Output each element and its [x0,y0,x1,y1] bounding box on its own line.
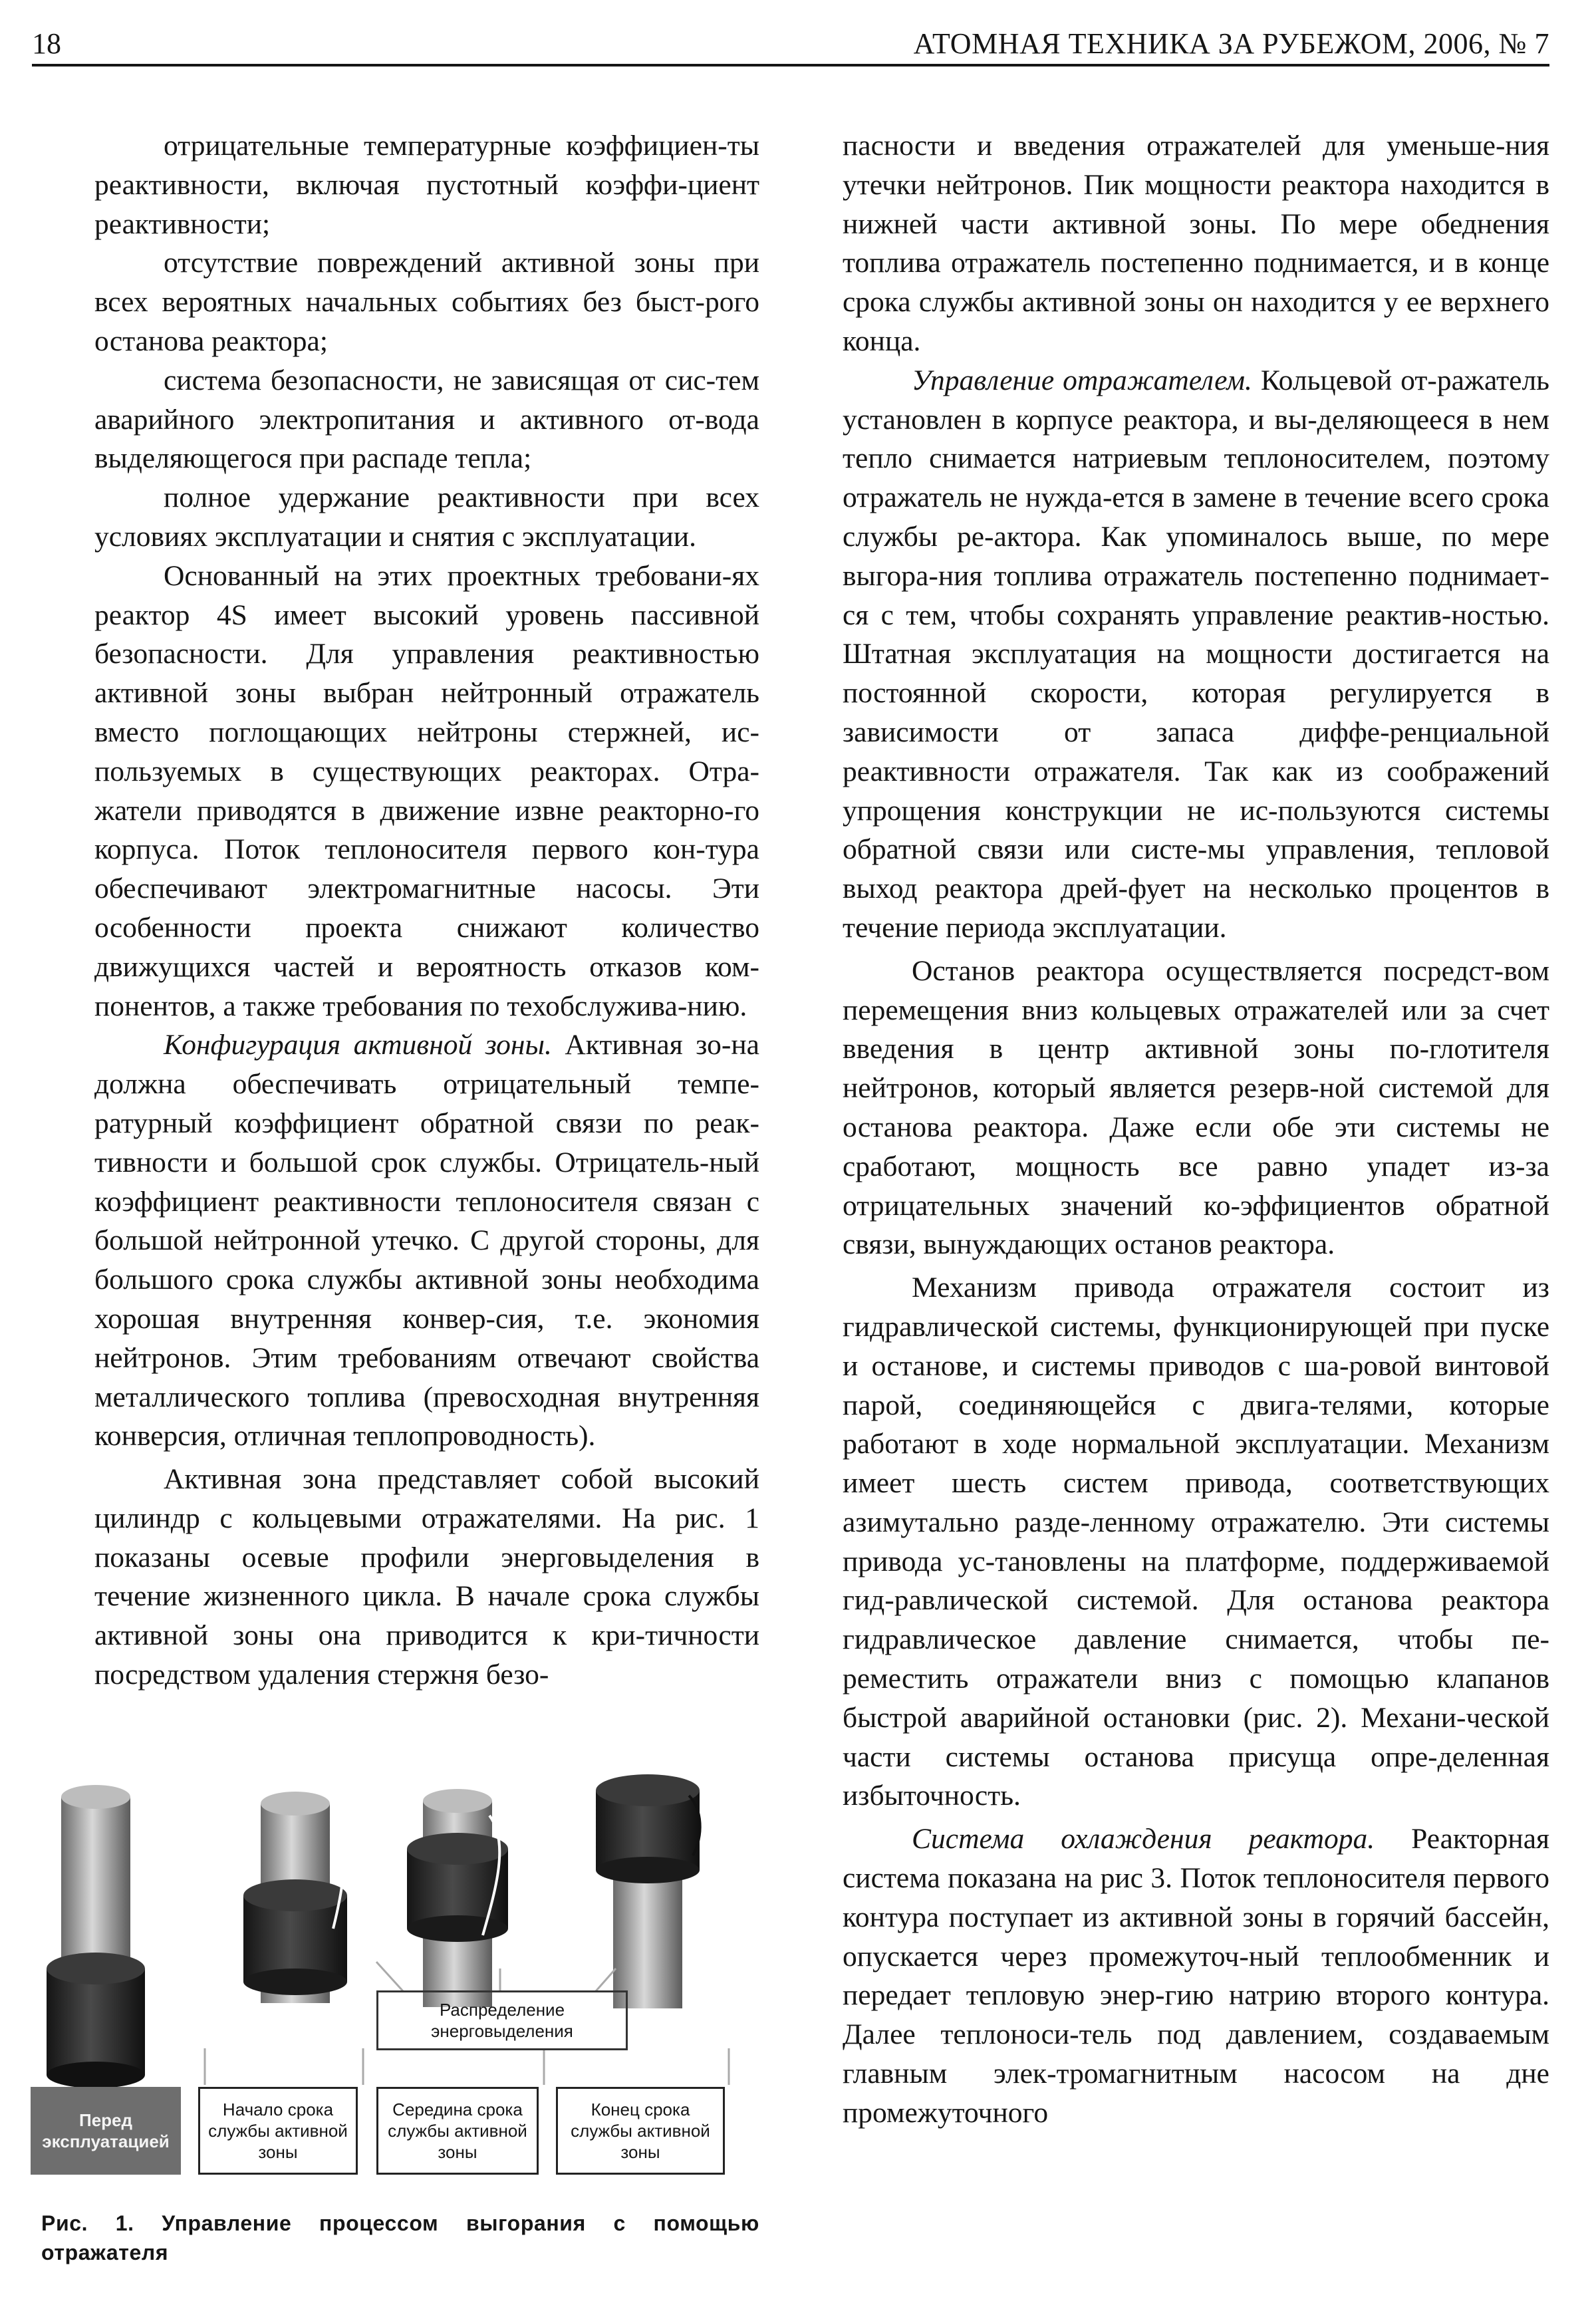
section-run-in-heading: Управление отражателем. [912,364,1252,396]
paragraph: Механизм привода отражателя состоит из гидравлической системы, функционирующей при пуске и останове, и системы приводов с ша-ровой винтовой парой, соединяющейся с двига-телями, которые работают в ходе нормальной эксплуатации. Механизм имеет шесть систем привода, соответствующих азимутально разде-ленному отражателю. Эти системы привода ус-тановлены на платформе, поддерживаемой гид-равлической системой. Для останова реактора гидравлическое давление снимается, чтобы пе-реместить отражатели вниз с помощью клапанов быстрой аварийной остановки (рис. 2). Механи-ческой части системы останова присуща опре-деленная избыточность. [843,1272,1549,1812]
paragraph: система безопасности, не зависящая от сис-тем аварийного электропитания и активного от-вода выделяющегося при распаде тепла; [94,364,759,475]
paragraph: полное удержание реактивности при всех условиях эксплуатации и снятия с эксплуатации. [94,481,759,553]
stage-label-beginning: Начало срока службы активной зоны [198,2087,358,2175]
figure-caption: Рис. 1. Управление процессом выгорания с помощью отражателя [41,2211,759,2264]
paragraph-text: Реакторная система показана на рис 3. Поток теплоносителя первого контура поступает из активной зоны в горячий бассейн, опускается через промежуточ-ный теплообменник и передает тепловую энер-гию натрию второго контура. Далее теплоноси-тель под давлением, создаваемым главным элек-тромагнитным насосом на дне промежуточного [843,1823,1550,2129]
stage-label-end: Конец срока службы активной зоны [556,2087,725,2175]
core-cylinder-before-operation [47,1785,145,2088]
paragraph: Основанный на этих проектных требовани-ях реактор 4S имеет высокий уровень пассивной безопасности. Для управления реактивностью активной зоны выбран нейтронный отражатель вместо поглощающих нейтроны стержней, ис-пользуемых в существующих реакторах. Отра-жатели приводятся в движение извне реакторно-го корпуса. Поток теплоносителя первого кон-тура обеспечивают электромагнитные насосы. Эти особенности проекта снижают количество движущихся частей и вероятность отказов ком-понентов, а также требования по техобслужива-нию. [94,559,759,1022]
figure-1 [31,1769,782,2208]
paragraph: отсутствие повреждений активной зоны при всех вероятных начальных событиях без быст-рого останова реактора; [94,247,759,357]
paragraph: отрицательные температурные коэффициен-ты реактивности, включая пустотный коэффи-циент реактивности; [94,130,759,240]
energy-distribution-label: Распределение энерговыделения [376,1990,628,2050]
header-rule [32,64,1549,67]
core-cylinder-beginning-of-life [243,1792,347,2003]
left-column [94,126,759,1695]
core-cylinder-middle-of-life [407,1789,508,2007]
paragraph [843,361,1549,948]
paragraph [94,1025,759,1456]
stage-label-before-operation: Перед эксплуатацией [31,2087,181,2175]
paragraph: Останов реактора осуществляется посредст-вом перемещения вниз кольцевых отражателей или за счет введения в центр активной зоны по-глотителя нейтронов, который является резерв-ной системой для останова реактора. Даже если обе эти системы не сработают, мощность все равно упадет из-за отрицательных значений ко-эффициентов обратной связи, вынуждающих останов реактора. [843,954,1549,1261]
paragraph: пасности и введения отражателей для уменьше-ния утечки нейтронов. Пик мощности реактора находится в нижней части активной зоны. По мере обеднения топлива отражатель постепенно поднимается, и в конце срока службы активной зоны он находится у ее верхнего конца. [843,130,1549,357]
journal-title: АТОМНАЯ ТЕХНИКА ЗА РУБЕЖОМ, 2006, № 7 [913,27,1549,60]
paragraph [843,1820,1549,2132]
paragraph: Активная зона представляет собой высокий цилиндр с кольцевыми отражателями. На рис. 1 показаны осевые профили энерговыделения в течение жизненного цикла. В начале срока службы активной зоны она приводится к кри-тичности посредством удаления стержня безо- [94,1463,759,1691]
page-number: 18 [32,27,61,60]
stage-label-middle: Середина срока службы активной зоны [376,2087,539,2175]
right-column [843,126,1549,2133]
paragraph-text: Активная зо-на должна обеспечивать отрицательный темпе-ратурный коэффициент обратной связи по реак-тивности и большой срок службы. Отрицатель-ный коэффициент реактивности теплоносителя связан с большой нейтронной утечко. С другой стороны, для большого срока службы активной зоны необходима хорошая внутренняя конвер-сия, т.е. экономия нейтронов. Этим требованиям отвечают свойства металлического топлива (превосходная внутренняя конверсия, отличная теплопроводность). [94,1029,759,1452]
running-header [32,24,1549,64]
section-run-in-heading: Конфигурация активной зоны. [164,1029,552,1061]
paragraph-text: Кольцевой от-ражатель установлен в корпусе реактора, и вы-деляющееся в нем тепло снимается натриевым теплоносителем, поэтому отражатель не нужда-ется в замене в течение всего срока службы ре-актора. Как упоминалось выше, по мере выгора-ния топлива отражатель постепенно поднимает-ся с тем, чтобы сохранять управление реактив-ностью. Штатная эксплуатация на мощности достигается на постоянной скорости, которая регулируется в зависимости от запаса диффе-ренциальной реактивности отражателя. Так как из соображений упрощения конструкции не ис-пользуются системы обратной связи или систе-мы управления, тепловой выход реактора дрей-фует на несколько процентов в течение периода эксплуатации. [843,364,1549,944]
section-run-in-heading: Система охлаждения реактора. [912,1823,1375,1855]
